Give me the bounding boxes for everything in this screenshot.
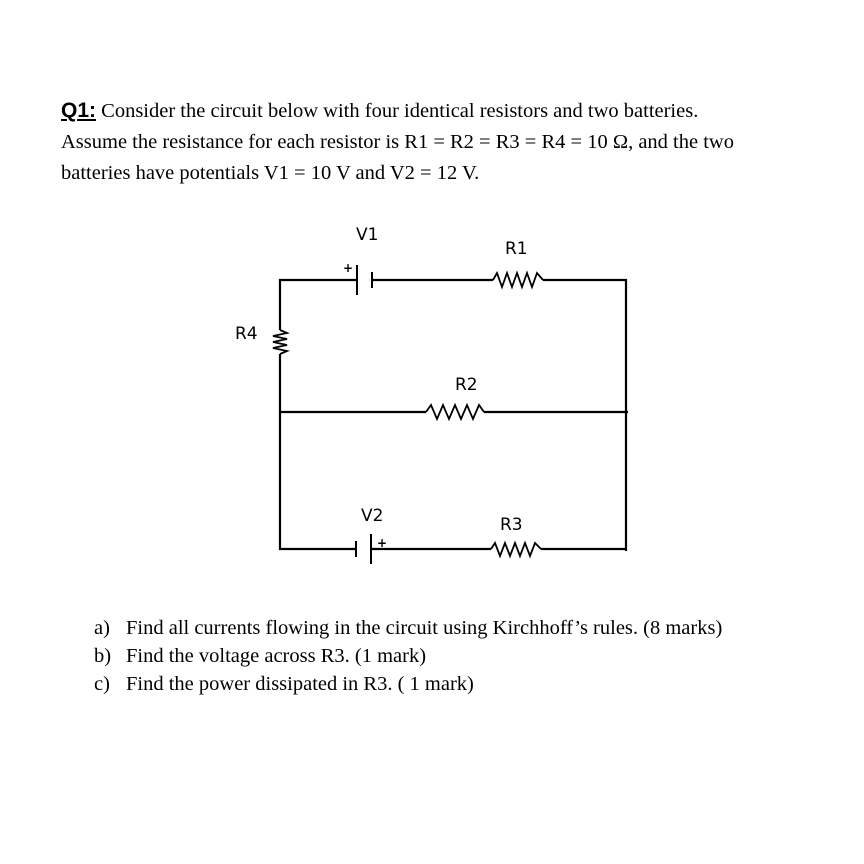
resistor-r3 [491,543,541,556]
label-r1: R1 [505,239,528,259]
left-wire [280,354,356,549]
question-part-c [94,670,722,698]
question-line-2: Assume the resistance for each resistor is R1 = R2 = R3 = R4 = 10 Ω, and the two [61,131,734,153]
question-parts-list [94,614,722,698]
part-text: Find the voltage across R3. (1 mark) [126,645,427,667]
part-marker: b) [94,645,112,667]
resistor-r4 [273,330,287,354]
resistor-r2 [426,405,484,419]
question-part-a [94,614,722,642]
question-label: Q1: [61,99,97,122]
part-text: Find all currents flowing in the circuit using Kirchhoff’s rules. (8 marks) [126,617,723,639]
top-wire-left [280,280,357,330]
label-v1: V1 [356,225,379,245]
top-wire-right [543,280,626,551]
battery-v1-plus-sign: + [343,261,354,275]
question-part-b [94,642,722,670]
part-marker: a) [94,617,110,639]
label-v2: V2 [361,506,384,526]
label-r3: R3 [500,515,523,535]
label-r4: R4 [235,324,258,344]
resistor-r1 [493,273,543,287]
battery-v2-plus-sign: + [377,536,388,550]
label-r2: R2 [455,375,478,395]
part-text: Find the power dissipated in R3. ( 1 mark) [126,673,474,695]
question-intro: Consider the circuit below with four identical resistors and two batteries. [96,100,699,122]
part-marker: c) [94,673,110,695]
question-line-3: batteries have potentials V1 = 10 V and V2 = 12 V. [61,162,480,184]
